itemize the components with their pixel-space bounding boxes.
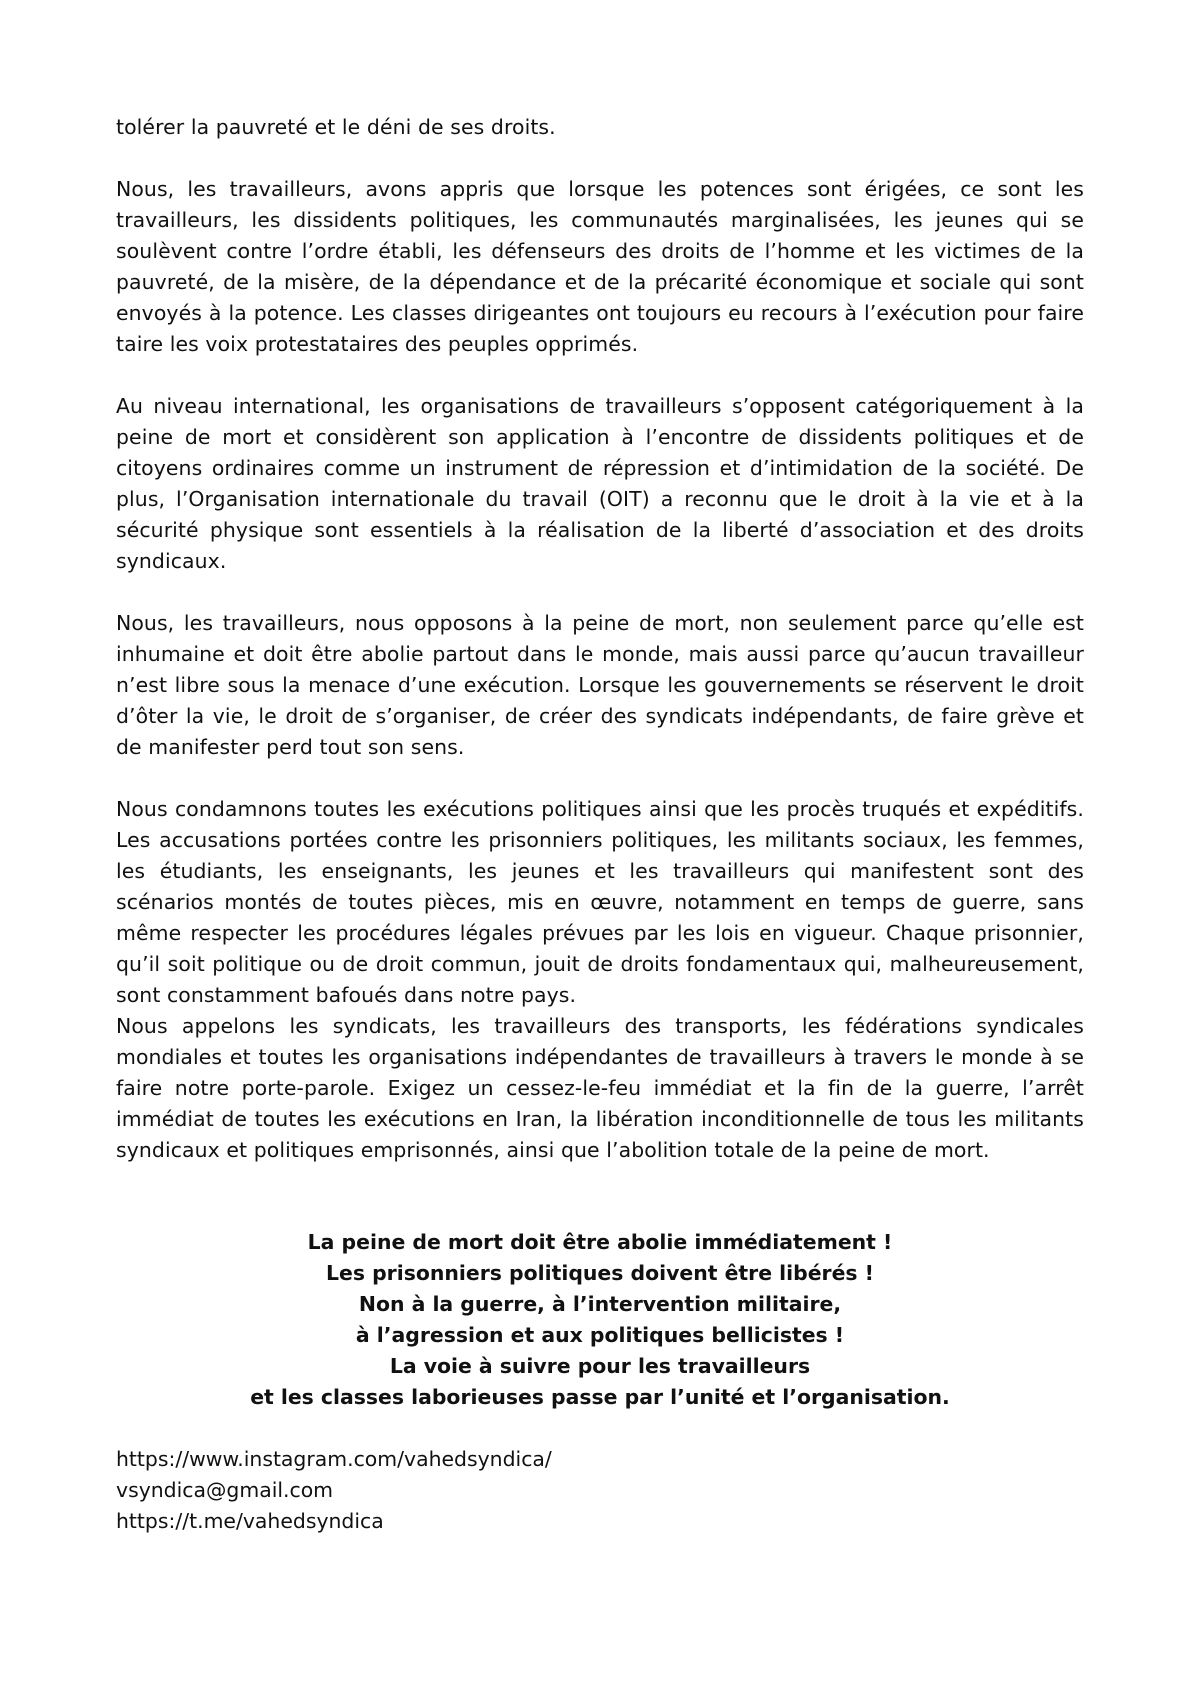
paragraph-gallows: Nous, les travailleurs, avons appris que lorsque les potences sont érigées, ce sont les travailleurs, les dissidents politiques, les communautés marginalisées, les jeunes qui se soulèvent contre l’ordre établi, les défenseurs des droits de l’homme et les victimes de la pauvreté, de la misère, de la dépendance et de la précarité économique et sociale qui sont envoyés à la potence. Les classes dirigeantes ont toujours eu recours à l’exécution pour faire taire les voix protestataires des peuples opprimés.	[116, 177, 1084, 356]
paragraph-international: Au niveau international, les organisations de travailleurs s’opposent catégoriquement à la peine de mort et considèrent son application à l’encontre de dissidents politiques et de citoyens ordinaires comme un instrument de répression et d’intimidation de la société. De plus, l’Organisation internationale du travail (OIT) a reconnu que le droit à la vie et à la sécurité physique sont essentiels à la réalisation de la liberté d’association et des droits syndicaux.	[116, 394, 1084, 573]
telegram-link[interactable]: https://t.me/vahedsyndica	[116, 1509, 384, 1533]
paragraph-appeal: Nous appelons les syndicats, les travailleurs des transports, les fédérations syndicales mondiales et toutes les organisations indépendantes de travailleurs à travers le monde à se faire notre porte-parole. Exigez un cessez-le-feu immédiat et la fin de la guerre, l’arrêt immédiat de toutes les exécutions en Iran, la libération inconditionnelle de tous les militants syndicaux et politiques emprisonnés, ainsi que l’abolition totale de la peine de mort.	[116, 1014, 1084, 1162]
email-address[interactable]: vsyndica@gmail.com	[116, 1478, 334, 1502]
slogan-line: Les prisonniers politiques doivent être libérés !	[326, 1261, 874, 1285]
slogans-block	[116, 1227, 1084, 1413]
slogan-line: Non à la guerre, à l’intervention militaire,	[358, 1292, 842, 1316]
slogan-line: et les classes laborieuses passe par l’unité et l’organisation.	[250, 1385, 950, 1409]
paragraph-opposition: Nous, les travailleurs, nous opposons à la peine de mort, non seulement parce qu’elle est inhumaine et doit être abolie partout dans le monde, mais aussi parce qu’aucun travailleur n’est libre sous la menace d’une exécution. Lorsque les gouvernements se réservent le droit d’ôter la vie, le droit de s’organiser, de créer des syndicats indépendants, de faire grève et de manifester perd tout son sens.	[116, 611, 1084, 759]
contacts-block	[116, 1444, 1084, 1537]
paragraph-continuation: tolérer la pauvreté et le déni de ses droits.	[116, 115, 556, 139]
document-body	[116, 112, 1084, 1166]
slogan-line: La voie à suivre pour les travailleurs	[389, 1354, 811, 1378]
slogan-line: La peine de mort doit être abolie immédiatement !	[307, 1230, 893, 1254]
instagram-link[interactable]: https://www.instagram.com/vahedsyndica/	[116, 1447, 552, 1471]
slogan-line: à l’agression et aux politiques bellicistes !	[355, 1323, 845, 1347]
paragraph-condemnation: Nous condamnons toutes les exécutions politiques ainsi que les procès truqués et expéditifs. Les accusations portées contre les prisonniers politiques, les militants sociaux, les femmes, les étudiants, les enseignants, les jeunes et les travailleurs qui manifestent sont des scénarios montés de toutes pièces, mis en œuvre, notamment en temps de guerre, sans même respecter les procédures légales prévues par les lois en vigueur. Chaque prisonnier, qu’il soit politique ou de droit commun, jouit de droits fondamentaux qui, malheureusement, sont constamment bafoués dans notre pays.	[116, 797, 1084, 1007]
